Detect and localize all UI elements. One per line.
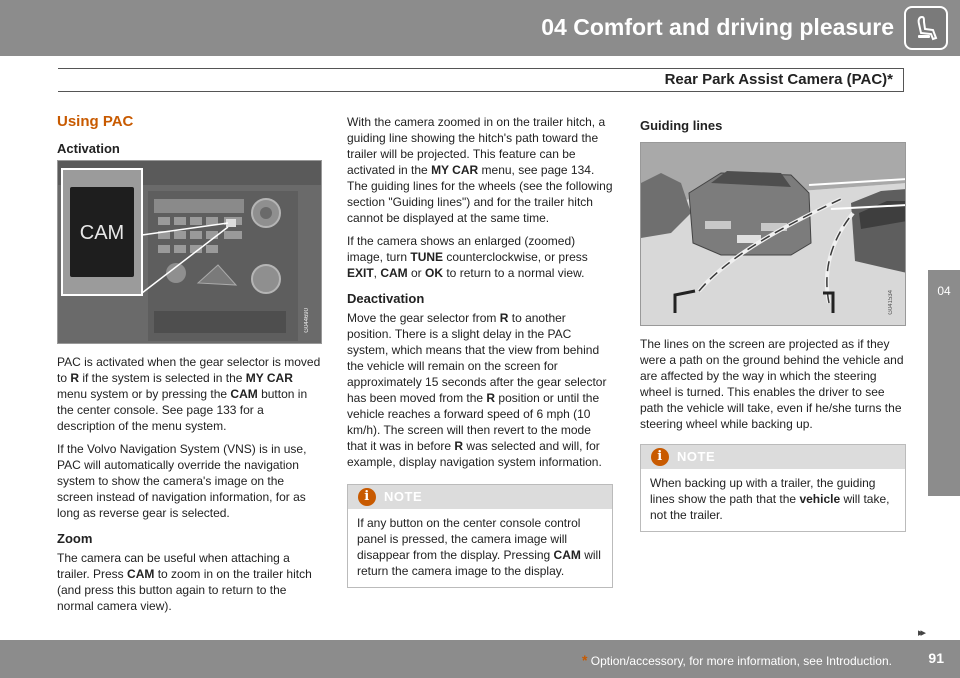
activation-paragraph: PAC is activated when the gear selector is moved to R if the system is selected in the MY CAR menu system or by pressing the CAM button in the center console. See page 133 for a description of the menu system. bbox=[57, 355, 321, 433]
footer-text: * Option/accessory, for more information, see Introduction. bbox=[581, 652, 892, 668]
note-body bbox=[641, 469, 905, 531]
note-text: If any button on the center console control panel is pressed, the camera image will disappear from the display. Pressing CAM will return the camera image to the display. bbox=[357, 516, 601, 578]
figure-code: G044690 bbox=[304, 308, 310, 333]
deactivation-paragraph: Move the gear selector from R to another position. There is a slight delay in the PAC system, which means that the view from behind the vehicle will remain on the screen for approximately 15 seconds after the gear selector has been moved from the R position or until the vehicle reaches a forward speed of 6 mph (10 km/h). The screen will then revert to the mode that it was in before R was selected and will, for example, display navigation system information. bbox=[347, 311, 607, 469]
guiding-lines-figure bbox=[640, 142, 906, 326]
note-label: NOTE bbox=[677, 449, 716, 464]
guiding-lines-heading: Guiding lines bbox=[640, 118, 723, 133]
footer-band bbox=[0, 640, 960, 678]
center-console-figure bbox=[57, 160, 322, 344]
using-pac-heading: Using PAC bbox=[57, 113, 134, 130]
note-header bbox=[641, 445, 905, 469]
side-tab-label: 04 bbox=[937, 284, 951, 298]
section-title: Rear Park Assist Camera (PAC)* bbox=[664, 71, 893, 88]
note-text: When backing up with a trailer, the guiding lines show the path that the vehicle will take, not the trailer. bbox=[650, 476, 890, 522]
zoom-exit-paragraph: If the camera shows an enlarged (zoomed) image, turn TUNE counterclockwise, or press EXIT, CAM or OK to return to a normal view. bbox=[347, 234, 588, 280]
center-console-icon bbox=[58, 161, 322, 344]
column-1 bbox=[57, 112, 322, 621]
deactivation-heading: Deactivation bbox=[347, 291, 425, 306]
header-band bbox=[0, 0, 960, 56]
chapter-title: 04 Comfort and driving pleasure bbox=[541, 14, 894, 40]
zoom-heading: Zoom bbox=[57, 531, 93, 546]
vns-paragraph: If the Volvo Navigation System (VNS) is in use, PAC will automatically override the navigation system to show the camera's image on the screen instead of navigation information, for as long as reverse gear is selected. bbox=[57, 442, 307, 520]
double-chevron-right-icon: ▸▸ bbox=[918, 627, 924, 639]
seat-icon bbox=[904, 6, 948, 50]
note-header bbox=[348, 485, 612, 509]
info-icon: i bbox=[358, 488, 376, 506]
activation-heading: Activation bbox=[57, 141, 120, 156]
note-label: NOTE bbox=[384, 489, 423, 504]
guiding-lines-paragraph: The lines on the screen are projected as if they were a path on the ground behind the vehicle and are affected by the way in which the steering wheel is turned. This enables the driver to see path the vehicle will take, even if he/she turns the steering wheel while backing up. bbox=[640, 337, 904, 431]
trailer-hitch-paragraph: With the camera zoomed in on the trailer hitch, a guiding line showing the hitch's path toward the trailer will be projected. This feature can be activated in the MY CAR menu, see page 134. The guiding lines for the wheels (see the following section "Guiding lines") and for the trailer hitch cannot be displayed at the same time. bbox=[347, 115, 613, 225]
chapter-side-tab bbox=[928, 270, 960, 496]
note-box-camera bbox=[347, 484, 613, 588]
guiding-line-icon bbox=[641, 143, 906, 326]
zoom-paragraph: The camera can be useful when attaching a trailer. Press CAM to zoom in on the trailer hitch (and press this button again to return to the normal camera view). bbox=[57, 551, 312, 613]
page-number: 91 bbox=[928, 650, 944, 666]
figure-code: G041534 bbox=[888, 290, 894, 315]
cam-button-label: CAM bbox=[79, 222, 125, 244]
note-box-trailer bbox=[640, 444, 906, 532]
note-body bbox=[348, 509, 612, 587]
info-icon: i bbox=[651, 448, 669, 466]
column-2 bbox=[347, 114, 613, 588]
column-3 bbox=[640, 118, 906, 532]
section-bar bbox=[58, 68, 904, 92]
